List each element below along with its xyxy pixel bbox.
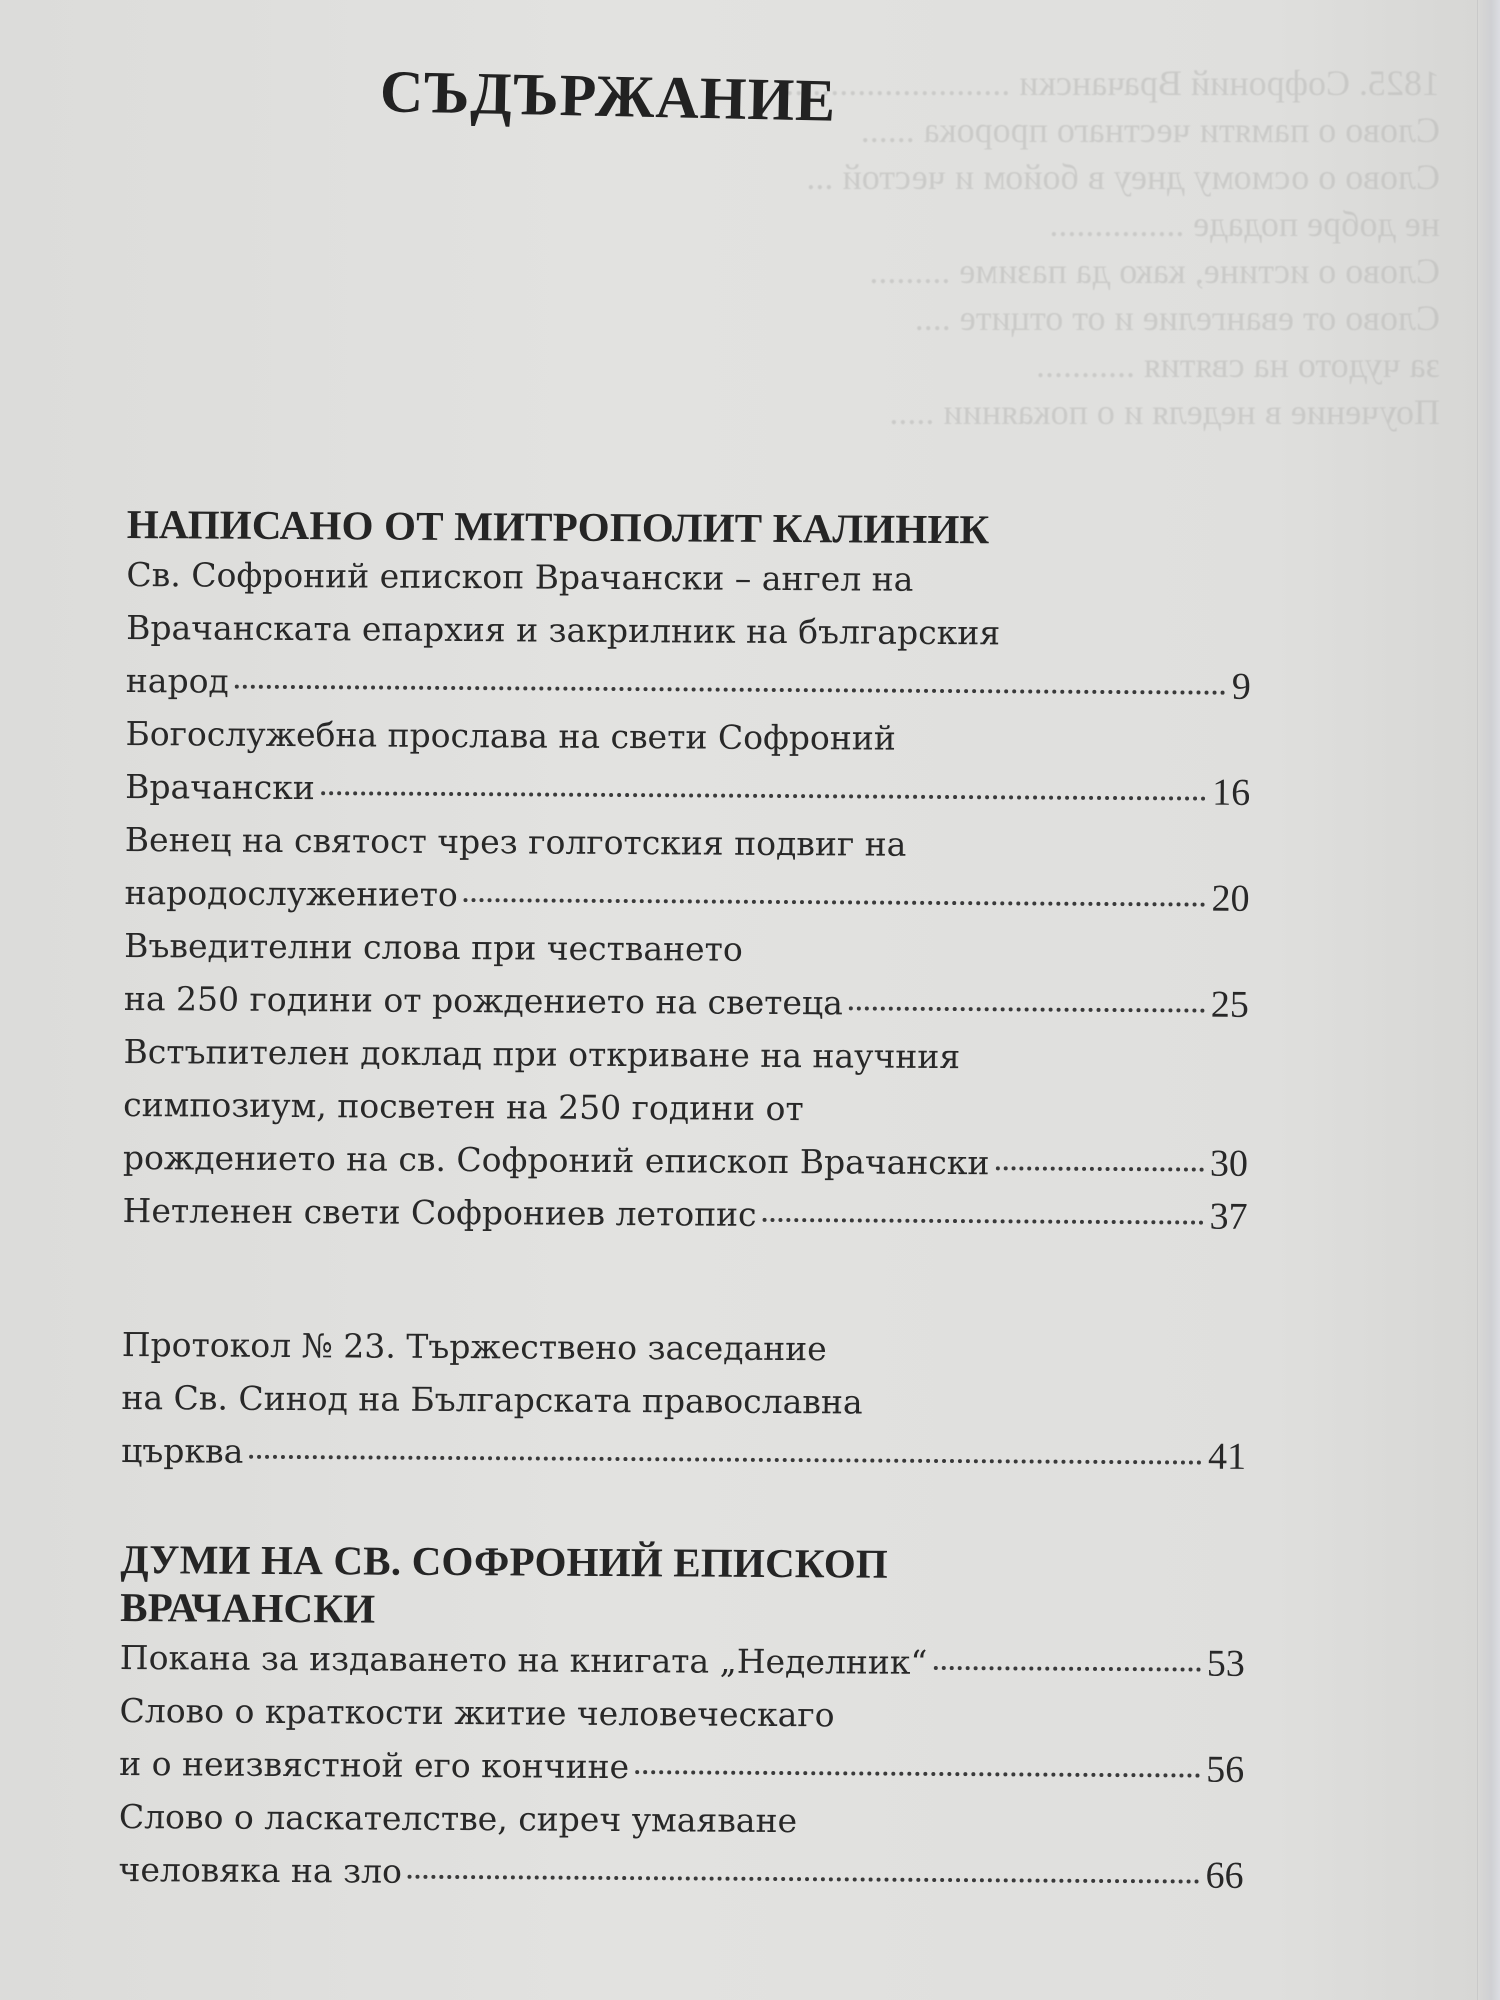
page-number: 56 xyxy=(1206,1748,1245,1791)
dot-leader xyxy=(995,1166,1203,1171)
bleed-line: не добре подаде ............... xyxy=(1049,204,1440,244)
bleed-line: Слово о истине, како да пазиме ......... xyxy=(869,251,1440,291)
entry-text-line: Въведителни слова при честването xyxy=(124,925,743,969)
entry-text-line: рождението на св. Софроний епископ Врачански xyxy=(122,1137,990,1183)
page-title: СЪДЪРЖАНИЕ xyxy=(379,58,837,134)
page-number: 25 xyxy=(1210,983,1250,1026)
toc-entry[interactable] xyxy=(121,1318,1247,1484)
toc-entry[interactable] xyxy=(126,548,1252,714)
toc-entry[interactable] xyxy=(123,1025,1249,1191)
dot-leader xyxy=(635,1770,1200,1777)
entry-text-line: Врачански xyxy=(125,766,315,808)
entry-text-line: Врачанската епархия и закрилник на българския xyxy=(126,607,1001,653)
bleed-line: 1825. Софроний Врачански .......................... xyxy=(776,63,1440,103)
bleed-line: Слово о осмому днеу в бойом и честой ... xyxy=(806,157,1440,197)
entry-text-line: Встъпителен доклад при откриване на научния xyxy=(123,1031,961,1077)
entry-text-line: Венец на святост чрез голготския подвиг на xyxy=(124,819,907,864)
toc-section-protocol xyxy=(121,1318,1247,1484)
entry-text-line: симпозиум, посветен на 250 години от xyxy=(123,1084,804,1129)
page-number: 37 xyxy=(1209,1195,1248,1238)
entry-text-line: Св. Софроний епископ Врачански – ангел на xyxy=(126,554,914,599)
page-edge xyxy=(1477,0,1500,2000)
page-number: 53 xyxy=(1206,1642,1245,1685)
toc-entry[interactable] xyxy=(120,1631,1245,1691)
toc-section-kalinik xyxy=(122,500,1251,1244)
entry-text-line: народослужението xyxy=(124,872,458,915)
page-number: 9 xyxy=(1231,665,1251,708)
section-heading-line: ДУМИ НА СВ. СОФРОНИЙ ЕПИСКОП xyxy=(120,1535,889,1587)
toc-entry[interactable] xyxy=(119,1684,1245,1797)
page-number: 30 xyxy=(1209,1142,1249,1185)
toc-entry[interactable] xyxy=(118,1790,1244,1903)
dot-leader xyxy=(763,1218,1204,1225)
section-heading-line: ВРАЧАНСКИ xyxy=(120,1583,376,1632)
bleed-line: за чудото на святия ........... xyxy=(1036,345,1440,385)
dot-leader xyxy=(849,1006,1205,1012)
section-heading: НАПИСАНО ОТ МИТРОПОЛИТ КАЛИНИК xyxy=(126,500,990,553)
page-number: 41 xyxy=(1207,1435,1247,1478)
dot-leader xyxy=(408,1875,1200,1884)
entry-text-line: на 250 години от рождението на светеца xyxy=(123,978,843,1023)
dot-leader xyxy=(321,791,1206,800)
page-number: 20 xyxy=(1211,877,1250,920)
bleed-line: Слово о памяти честнаго пророка ...... xyxy=(860,110,1440,150)
dot-leader xyxy=(464,898,1206,907)
entry-text-line: Покана за издаването на книгата „Неделник“ xyxy=(119,1637,928,1682)
dot-leader xyxy=(249,1455,1202,1465)
toc-entry[interactable] xyxy=(122,1184,1247,1244)
toc-entry[interactable] xyxy=(124,919,1250,1032)
dot-leader xyxy=(235,685,1226,695)
entry-text-line: Богослужебна прослава на свети Софроний xyxy=(125,713,896,758)
section-heading xyxy=(120,1535,1246,1638)
bleed-line: Поучение в неделя и о покаянии ..... xyxy=(889,392,1440,432)
entry-text-line: и о неизвястной его кончине xyxy=(119,1743,630,1787)
toc-entry[interactable] xyxy=(124,813,1250,926)
bleed-line: Слово от евангелие и от отците .... xyxy=(914,298,1440,338)
entry-text-line: человяка на зло xyxy=(118,1849,403,1891)
page-number: 66 xyxy=(1205,1854,1244,1897)
toc-entry[interactable] xyxy=(125,707,1251,820)
entry-text-line: църква xyxy=(121,1430,244,1471)
entry-text-line: на Св. Синод на Българската православна xyxy=(121,1377,863,1422)
toc-section-sofroniy-words xyxy=(118,1535,1245,1903)
dot-leader xyxy=(933,1666,1201,1672)
entry-text-line: народ xyxy=(125,660,229,701)
entry-text-line: Протокол № 23. Тържествено заседание xyxy=(121,1324,827,1369)
entry-text-line: Слово о ласкателстве, сиреч умаяване xyxy=(118,1796,798,1841)
entry-text-line: Нетленен свети Софрониев летопис xyxy=(122,1190,757,1234)
page-number: 16 xyxy=(1212,771,1251,814)
entry-text-line: Слово о краткости житие человеческаго xyxy=(119,1690,835,1735)
